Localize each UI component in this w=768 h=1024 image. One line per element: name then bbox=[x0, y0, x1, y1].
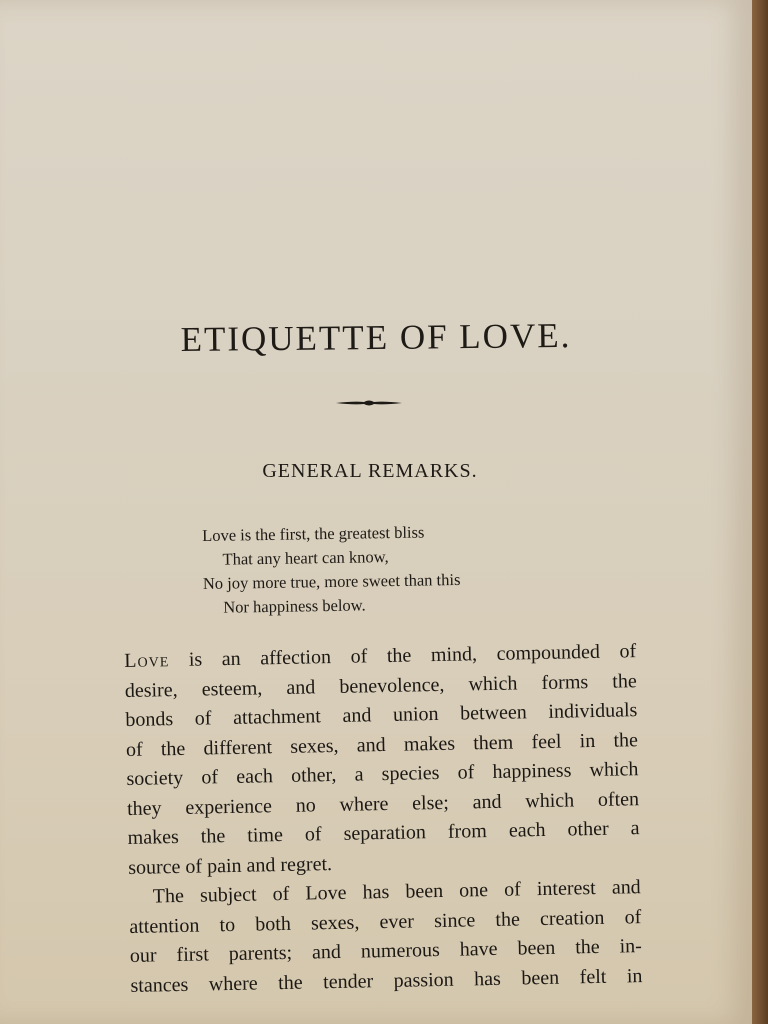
paragraph-line: of the different sexes, and makes them feel in the bbox=[125, 728, 639, 761]
wooden-table-edge bbox=[752, 0, 768, 1024]
page-title: ETIQUETTE OF LOVE. bbox=[180, 315, 572, 360]
paragraph-line: The subject of Love has been one of interest and bbox=[152, 876, 641, 908]
verse-line: No joy more true, more sweet than this bbox=[202, 569, 461, 593]
section-heading: GENERAL REMARKS. bbox=[262, 460, 478, 482]
paragraph-line: society of each other, a species of happiness which bbox=[126, 758, 639, 790]
paragraph-line: attention to both sexes, ever since the creation of bbox=[129, 905, 642, 938]
paragraph-line-text: is an affection of the mind, compounded of bbox=[169, 640, 637, 672]
paragraph-line: they experience no where else; and which often bbox=[126, 787, 640, 820]
ornament-divider bbox=[334, 396, 404, 410]
paragraph-line: makes the time of separation from each other a bbox=[127, 817, 640, 849]
paragraph-line: source of pain and regret. bbox=[128, 852, 333, 879]
paragraph-line: bonds of attachment and union between individuals bbox=[125, 699, 638, 731]
verse-block bbox=[202, 517, 623, 620]
paragraph-line: desire, esteem, and benevolence, which forms the bbox=[124, 669, 637, 702]
paragraph-line: our first parents; and numerous have been the in- bbox=[129, 935, 643, 967]
drop-word: Love bbox=[124, 649, 170, 672]
verse-line: That any heart can know, bbox=[222, 547, 389, 569]
verse-line: Love is the first, the greatest bliss bbox=[202, 522, 425, 545]
paragraph-line: stances where the tender passion has been felt in bbox=[130, 964, 643, 997]
verse-line: Nor happiness below. bbox=[223, 595, 366, 617]
body-text bbox=[124, 637, 643, 1001]
